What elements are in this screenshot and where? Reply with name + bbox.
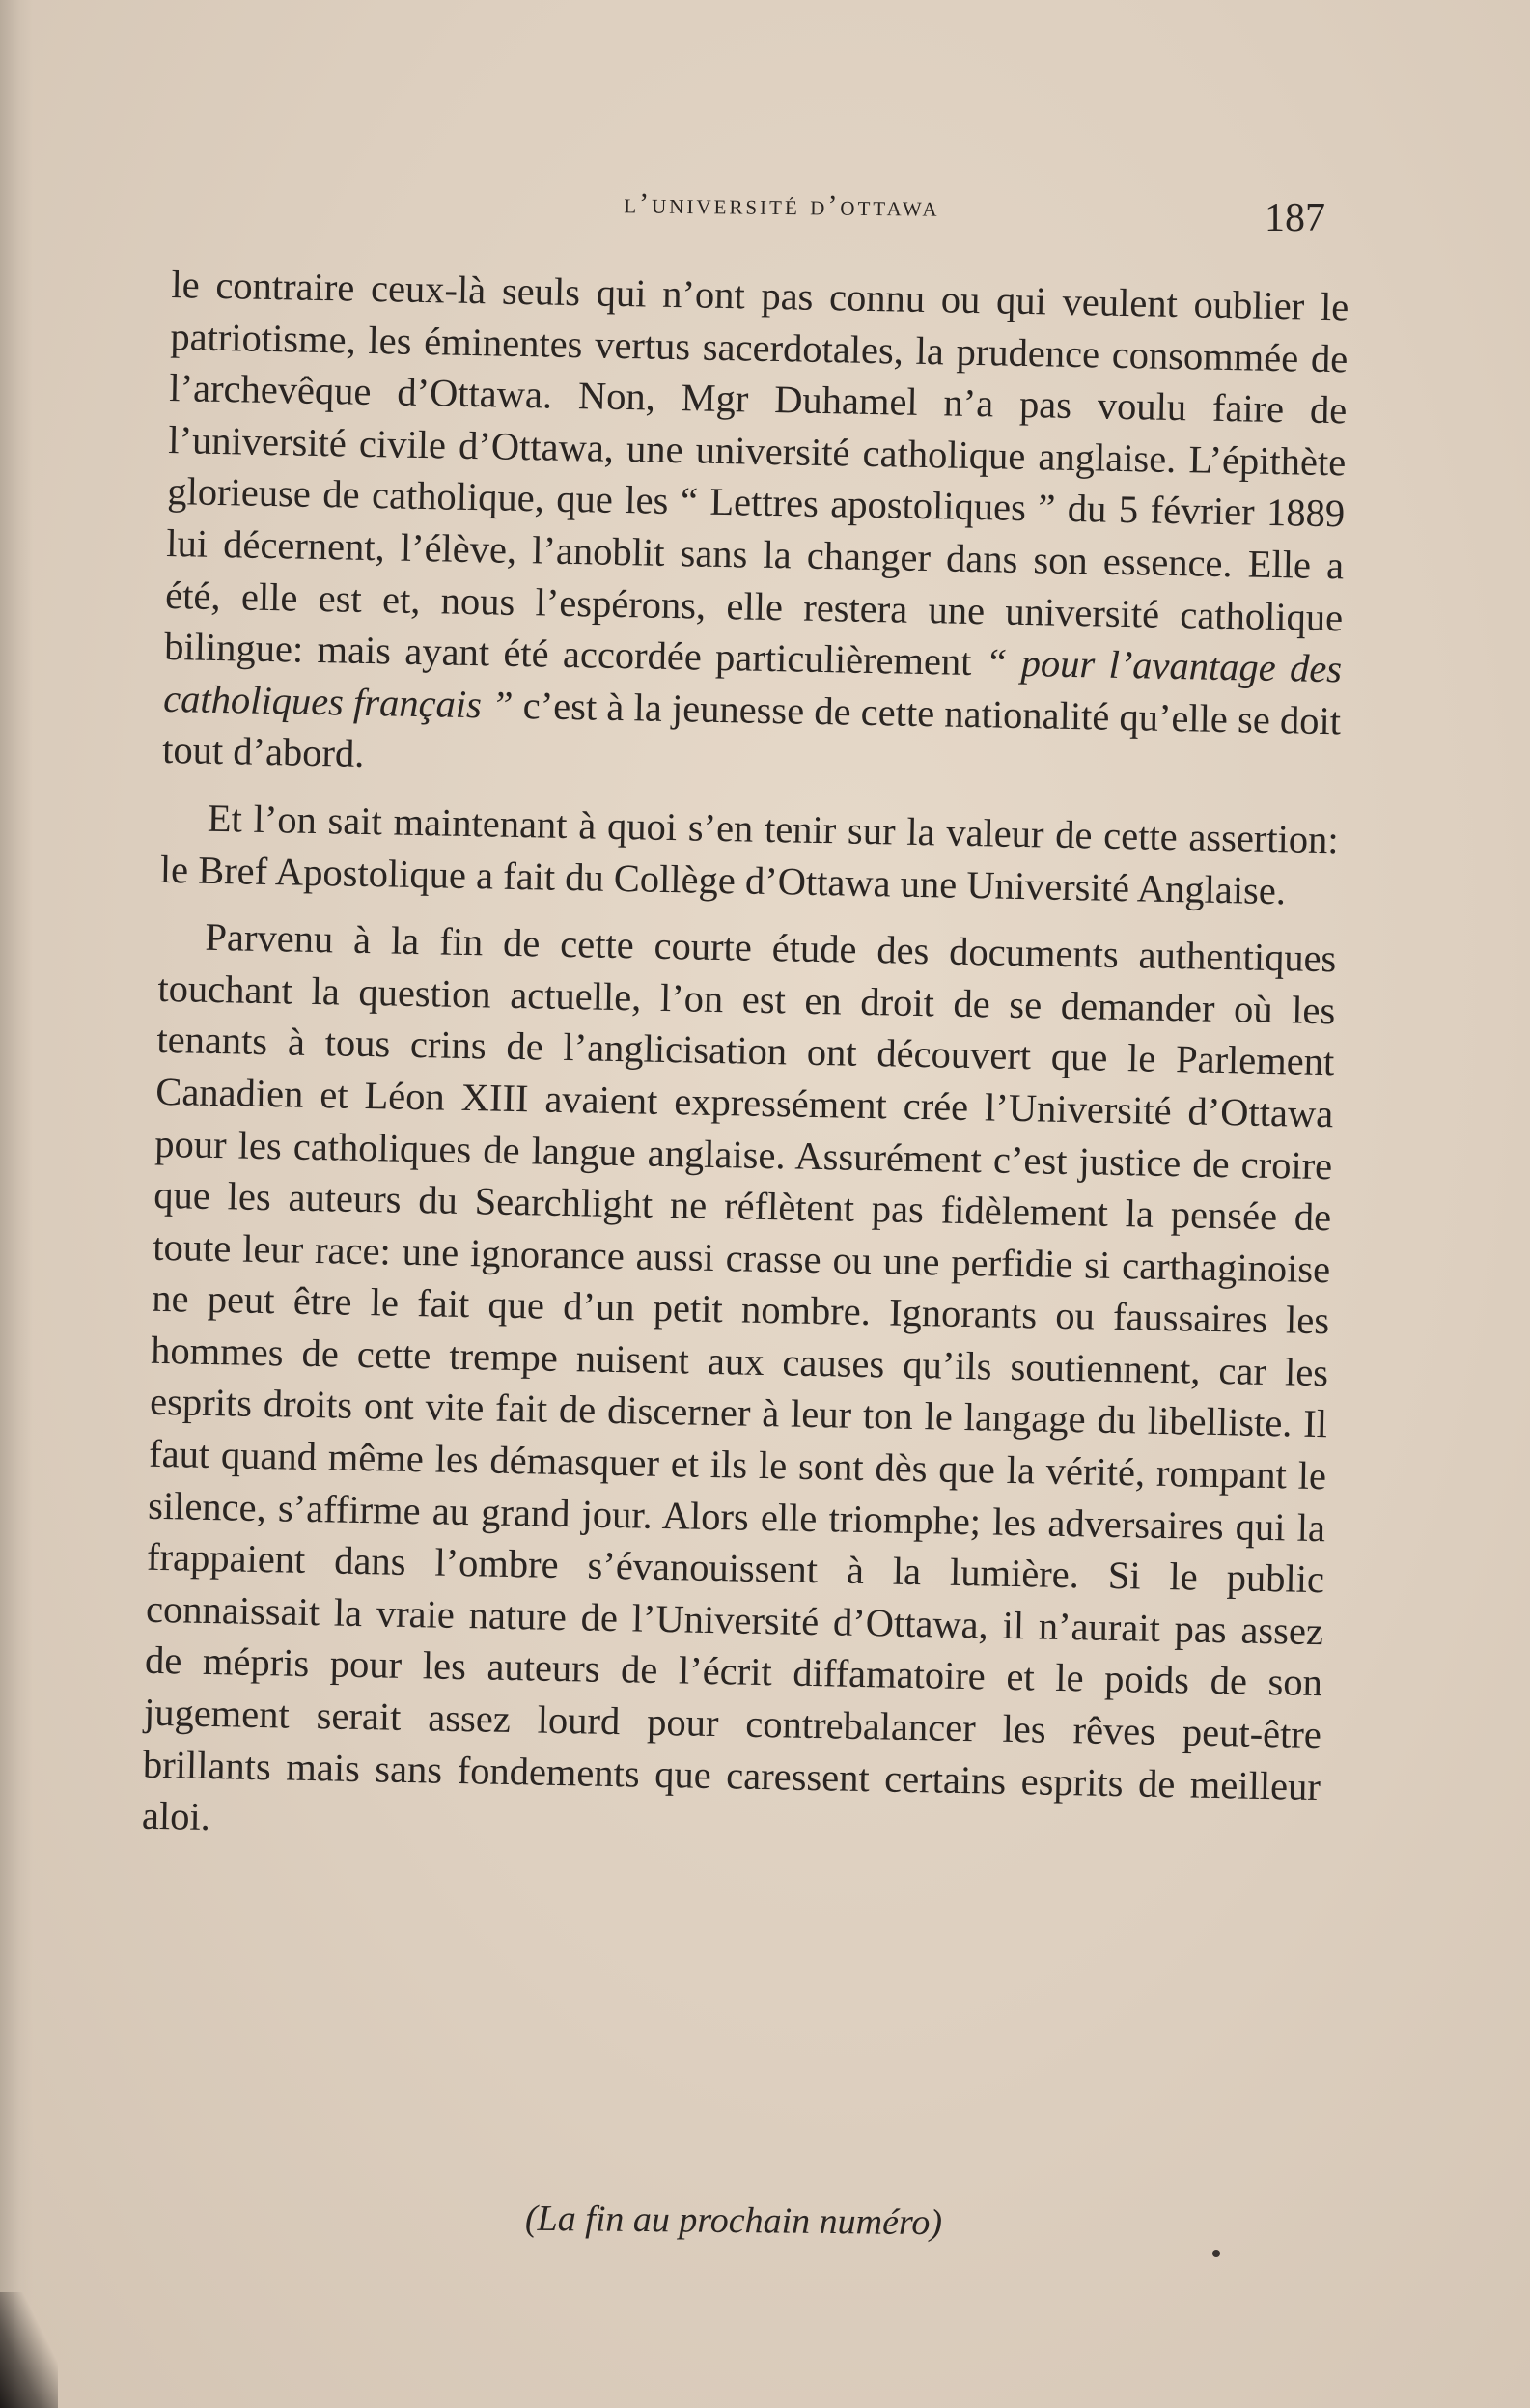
continuation-note: (La fin au prochain numéro) xyxy=(524,2198,943,2244)
paragraph-2: Et l’on sait maintenant à quoi s’en tenir sur la valeur de cette assertion: le Bref Apostolique a fait du Collège d’Ottawa une Université Anglaise. xyxy=(159,796,1340,912)
paragraph-1 xyxy=(162,259,1349,798)
binding-shadow xyxy=(0,2292,58,2408)
binding-gutter xyxy=(0,0,33,2408)
paragraph-1-text: le contraire ceux-là seuls qui n’ont pas connu ou qui veulent oublier le patriotisme, les éminentes vertus sacerdotales, la prudence consommée de l’archevêque d’Ottawa. Non, Mgr Duhamel n’a pas voulu faire de l’université civile d’Ottawa, une université catholique anglaise. L’épithète glorieuse de catholique, que les “ Lettres apostoliques ” du 5 février 1889 lui décernent, l’élève, l’anoblit sans la changer dans son essence. Elle a été, elle est et, nous l’espérons, elle restera une université catholique bilingue: mais ayant été accordée particulièrement xyxy=(163,262,1349,685)
italic-quote: “ pour l’avantage des catholiques français ” xyxy=(162,640,1343,727)
running-header: l’université d’ottawa xyxy=(624,187,940,223)
paragraph-1-end: c’est à la jeunesse de cette nationalité qu’elle se doit tout d’abord. xyxy=(161,683,1342,776)
paragraph-3: Parvenu à la fin de cette courte étude des documents authentiques touchant la question actuelle, l’on est en droit de se demander où les tenants à tous crins de l’anglicisation ont découvert que le Parlement Canadien et Léon XIII avaient expressément crée l’Université d’Ottawa pour les catholiques de langue anglaise. Assurément c’est justice de croire que les auteurs du Searchlight ne réflètent pas fidèlement la pensée de toute leur race: une ignorance aussi crasse ou une perfidie si carthaginoise ne peut être le fait que d’un petit nombre. Ignorants ou faussaires les hommes de cette trempe nuisent aux causes qu’ils soutiennent, car les esprits droits ont vite fait de discerner à leur ton le langage du libelliste. Il faut quand même les démasquer et ils le sont dès que la vérité, rompant le silence, s’affirme au grand jour. Alors elle triomphe; les adversaires qui la frappaient dans l’ombre s’évanouissent à la lumière. Si le public connaissait la vraie nature de l’Université d’Ottawa, il n’aurait pas assez de mépris pour les auteurs de l’écrit diffamatoire et le poids de son jugement serait assez lourd pour contrebalancer les rêves peut-être brillants mais sans fondements que caressent certains esprits de meilleur aloi. xyxy=(141,914,1337,1839)
ink-speck xyxy=(1212,2250,1220,2257)
body-text xyxy=(141,259,1349,1880)
page-number: 187 xyxy=(1265,196,1325,240)
